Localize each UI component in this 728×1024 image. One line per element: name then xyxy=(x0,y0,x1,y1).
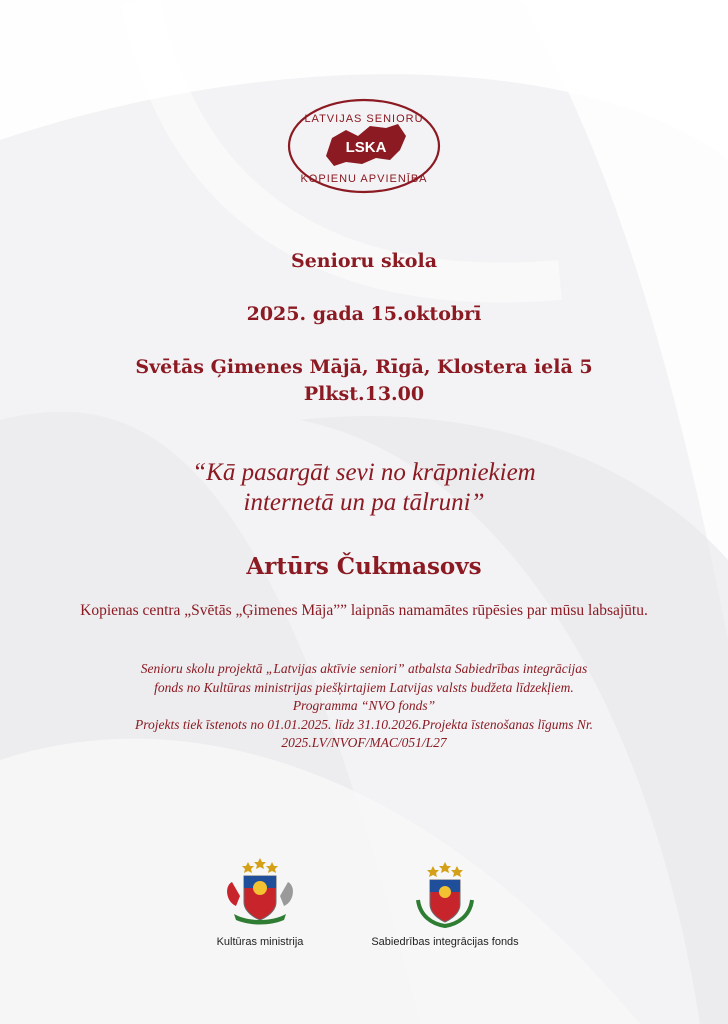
funding-line: Senioru skolu projektā „Latvijas aktīvie seniori” atbalsta Sabiedrības integrācijas xyxy=(140,661,588,676)
speaker-name: Artūrs Čukmasovs xyxy=(246,553,482,580)
funding-line: Programma “NVO fonds” xyxy=(292,698,436,713)
funding-line: 2025.LV/NVOF/MAC/051/L27 xyxy=(281,735,447,750)
latvia-coat-of-arms-icon xyxy=(214,856,306,928)
logo-bottom-text: KOPIENU APVIENĪBA xyxy=(300,173,428,185)
event-place: Svētās Ģimenes Mājā, Rīgā, Klostera ielā 5 xyxy=(135,356,593,378)
event-date: 2025. gada 15.oktobrī xyxy=(246,303,482,325)
logo-center-text: LSKA xyxy=(345,139,387,156)
host-note: Kopienas centra „Svētās „Ģimenes Māja”” laipnās namamātes rūpēsies par mūsu labsajūtu. xyxy=(80,602,648,619)
sponsor-ministry-caption: Kultūras ministrija xyxy=(216,936,304,948)
latvia-map-logo-icon xyxy=(286,96,442,196)
lecture-title-line: internetā un pa tālruni” xyxy=(243,489,485,516)
logo-top-text: LATVIJAS SENIORU xyxy=(304,113,424,125)
latvia-small-coat-of-arms-icon xyxy=(410,860,480,928)
event-title: Senioru skola xyxy=(290,250,438,272)
funding-line: fonds no Kultūras ministrijas piešķirtajiem Latvijas valsts budžeta līdzekļiem. xyxy=(154,679,574,695)
sponsor-fund-caption: Sabiedrības integrācijas fonds xyxy=(371,936,519,948)
funding-line: Projekts tiek īstenots no 01.01.2025. līdz 31.10.2026.Projekta īstenošanas līgums Nr. xyxy=(135,716,593,732)
sponsor-culture-ministry xyxy=(200,856,320,948)
lecture-title xyxy=(40,458,688,518)
sponsor-integration-fund xyxy=(350,860,540,948)
event-time: Plkst.13.00 xyxy=(303,383,425,405)
funding-statement xyxy=(60,660,668,753)
lecture-title-line: “Kā pasargāt sevi no krāpniekiem xyxy=(192,459,536,486)
